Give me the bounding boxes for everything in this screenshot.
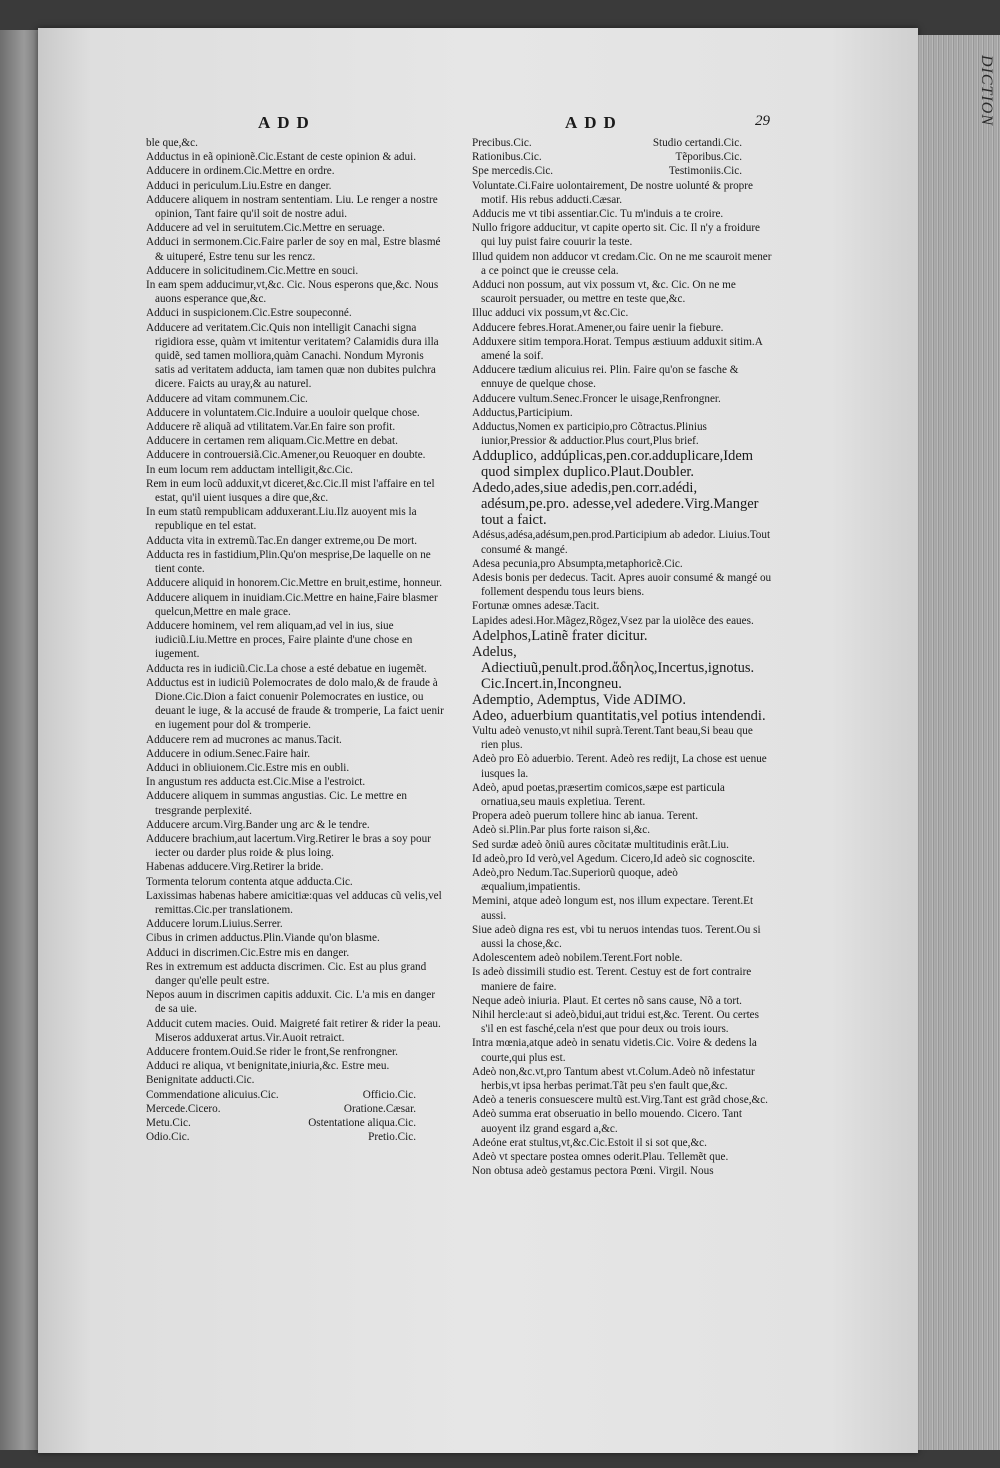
dictionary-entry: Habenas adducere.Virg.Retirer la bride. — [146, 861, 324, 874]
dictionary-entry: Adducere in odium.Senec.Faire hair. — [146, 747, 311, 760]
dictionary-entry: Oratione.Cæsar. — [343, 1102, 416, 1115]
dictionary-entry: Adolescentem adeò nobilem.Terent.Fort noble. — [472, 952, 683, 965]
dictionary-entry: Adducere in certamen rem aliquam.Cic.Mettre en debat. — [146, 435, 398, 448]
dictionary-entry: Adducere lorum.Liuius.Serrer. — [146, 918, 283, 931]
dictionary-entry: Adeò pro Eò aduerbio. Terent. Adeò res redijt, La chose est uenue iusques la. — [472, 753, 767, 780]
dictionary-entry: Laxissimas habenas habere amicitiæ:quas vel adducas cũ velis,vel remittas.Cic.per translationem. — [146, 889, 442, 916]
fore-edge — [918, 35, 1000, 1450]
dictionary-entry: Adducere aliquem in summas angustias. Cic. Le mettre en tresgrande perplexité. — [146, 790, 407, 817]
left-column — [146, 136, 446, 1144]
entry-row — [146, 1116, 446, 1130]
dictionary-entry: Id adeò,pro Id verò,vel Agedum. Cicero,Id adeò sic cognoscite. — [472, 852, 756, 865]
dictionary-entry: Adducere ad vel in seruitutem.Cic.Mettre en seruage. — [146, 222, 385, 235]
dictionary-entry: Illud quidem non adducor vt credam.Cic. On ne me scauroit mener a ce poinct que ie creusse cela. — [472, 250, 772, 277]
dictionary-entry: Ostentatione aliqua.Cic. — [308, 1117, 416, 1130]
dictionary-entry: In eum statũ rempublicam adduxerant.Liu.Ilz auoyent mis la republique en tel estat. — [146, 506, 417, 533]
dictionary-entry: Odio.Cic. — [146, 1131, 190, 1144]
dictionary-entry: Memini, atque adeò longum est, nos illum expectare. Terent.Et aussi. — [472, 895, 754, 922]
dictionary-entry: Non obtusa adeò gestamus pectora Pœni. Virgil. Nous — [472, 1165, 714, 1178]
dictionary-entry: Adelphos,Latinẽ frater dicitur. — [472, 627, 648, 644]
dictionary-entry: Adducere tædium alicuius rei. Plin. Faire qu'on se fasche & ennuye de quelque chose. — [472, 364, 739, 391]
dictionary-entry: Adeò summa erat obseruatio in bello mouendo. Cicero. Tant auoyent ilz grand esgard a,&c. — [472, 1108, 742, 1135]
dictionary-entry: Adésus,adésa,adésum,pen.prod.Participium ab adedor. Liuius.Tout consumé & mangé. — [472, 529, 771, 556]
dictionary-entry: Nepos auum in discrimen capitis adduxit. Cic. L'a mis en danger de sa uie. — [146, 989, 436, 1016]
dictionary-entry: Adduci in suspicionem.Cic.Estre soupeconné. — [146, 307, 352, 320]
dictionary-entry: Adduci in discrimen.Cic.Estre mis en danger. — [146, 946, 350, 959]
dictionary-entry: Siue adeò digna res est, vbi tu neruos intendas tuos. Terent.Ou si aussi la chose,&c. — [472, 923, 761, 950]
dictionary-entry: Adducere in controuersiã.Cic.Amener,ou Reuoquer en doubte. — [146, 449, 426, 462]
dictionary-entry: Adeò si.Plin.Par plus forte raison si,&c. — [472, 824, 651, 837]
dictionary-entry: Adducere rem ad mucrones ac manus.Tacit. — [146, 733, 342, 746]
entry-row — [472, 136, 772, 150]
dictionary-entry: Neque adeò iniuria. Plaut. Et certes nõ sans cause, Nõ a tort. — [472, 994, 742, 1007]
dictionary-entry: Adducere rẽ aliquã ad vtilitatem.Var.En faire son profit. — [146, 421, 396, 434]
dictionary-entry: Metu.Cic. — [146, 1117, 191, 1130]
dictionary-entry: Officio.Cic. — [362, 1088, 416, 1101]
dictionary-entry: Tẽporibus.Cic. — [675, 151, 742, 164]
dictionary-entry: Adducere ad veritatem.Cic.Quis non intelligit Canachi signa rigidiora esse, quàm vt imitentur veritatem? Calamidis dura illa quidẽ, sed tamen molliora,quàm Canachi. Nondum Myronis satis ad veritatem adducta, iam tamen quæ non dubites pulchra dicere. Faicts au uray,& au naturel. — [146, 321, 439, 391]
dictionary-entry: Mercede.Cicero. — [146, 1102, 221, 1115]
dictionary-entry: Lapides adesi.Hor.Mãgez,Rõgez,Vsez par la uiolẽce des eaues. — [472, 614, 754, 627]
dictionary-entry: Tormenta telorum contenta atque adducta.Cic. — [146, 875, 353, 888]
dictionary-entry: Rem in eum locũ adduxit,vt diceret,&c.Cic.Il mist l'affaire en tel estat, qu'il uient iusques a dire que,&c. — [146, 477, 435, 505]
dictionary-entry: Adeò,pro Nedum.Tac.Superiorũ quoque, adeò æqualium,impatientis. — [472, 866, 678, 894]
dictionary-entry: Adducere aliquem in inuidiam.Cic.Mettre en haine,Faire blasmer quelcun,Mettre en male grace. — [146, 591, 438, 618]
entry-row — [472, 164, 772, 178]
dictionary-entry: Intra mœnia,atque adeò in senatu videtis.Cic. Voire & dedens la courte,qui plus est. — [472, 1037, 757, 1064]
dictionary-entry: Adducta vita in extremũ.Tac.En danger extreme,ou De mort. — [146, 534, 418, 547]
dictionary-entry: Testimoniis.Cic. — [668, 165, 742, 178]
dictionary-entry: Adducere vultum.Senec.Froncer le uisage,Renfrongner. — [472, 392, 721, 405]
dictionary-entry: In eam spem adducimur,vt,&c. Cic. Nous esperons que,&c. Nous auons esperance que,&c. — [146, 279, 439, 306]
dictionary-entry: Studio certandi.Cic. — [652, 137, 742, 149]
dictionary-entry: Nihil hercle:aut si adeò,bidui,aut tridui est,&c. Terent. Ou certes s'il en est fasché,cela n'est que pour deux ou trois iours. — [472, 1008, 760, 1036]
left-running-head: ADD — [258, 113, 316, 132]
dictionary-entry: Nullo frigore adducitur, vt capite operto sit. Cic. Il n'y a froidure qui luy puist faire couurir la teste. — [472, 222, 761, 249]
dictionary-entry: Ademptio, Ademptus, Vide ADIMO. — [472, 691, 686, 708]
dictionary-entry: ble que,&c. — [146, 137, 198, 149]
dictionary-entry: Pretio.Cic. — [368, 1131, 416, 1144]
dictionary-entry: Adeò non,&c.vt,pro Tantum abest vt.Colum.Adeò nõ infestatur herbis,vt ipsa herbas perimat.Tãt peu s'en fault que,&c. — [472, 1065, 755, 1092]
dictionary-entry: Precibus.Cic. — [472, 137, 532, 149]
dictionary-entry: Vultu adeò venusto,vt nihil suprà.Terent.Tant beau,Si beau que rien plus. — [472, 724, 753, 752]
dictionary-entry: Adduci in periculum.Liu.Estre en danger. — [146, 179, 332, 192]
dictionary-entry: Adducere brachium,aut lacertum.Virg.Retirer le bras a soy pour iecter ou darder plus roide & plus loing. — [146, 832, 431, 860]
dictionary-entry: Adducere in solicitudinem.Cic.Mettre en souci. — [146, 264, 359, 277]
dictionary-entry: Adducta res in fastidium,Plin.Qu'on mesprise,De laquelle on ne tient conte. — [146, 548, 431, 576]
right-running-head: ADD — [565, 113, 623, 132]
dictionary-entry: Cibus in crimen adductus.Plin.Viande qu'on blasme. — [146, 932, 380, 945]
dictionary-entry: Adduplico, addúplicas,pen.cor.adduplicare,Idem quod simplex duplico.Plaut.Doubler. — [472, 448, 754, 481]
dictionary-entry: Adduci non possum, aut vix possum vt, &c. Cic. On ne me scauroit persuader, ou mettre en teste que,&c. — [472, 279, 736, 306]
dictionary-entry: Adduci in sermonem.Cic.Faire parler de soy en mal, Estre blasmé & uituperé, Estre tenu sur les rencz. — [146, 236, 441, 263]
edge-label: DICTION — [978, 55, 995, 127]
dictionary-entry: Adducit cutem macies. Ouid. Maigreté fait retirer & rider la peau. Miseros adduxerat artus.Vir.Auoit retraict. — [146, 1017, 441, 1044]
dictionary-entry: Adesis bonis per dedecus. Tacit. Apres auoir consumé & mangé ou follement despendu tous leurs biens. — [472, 572, 772, 599]
entry-row — [146, 1130, 446, 1144]
dictionary-entry: Adduci in obliuionem.Cic.Estre mis en oubli. — [146, 761, 350, 774]
dictionary-entry: Adducere aliquem in nostram sententiam. Liu. Le renger a nostre opinion, Tant faire qu'il soit de nostre adui. — [146, 193, 438, 221]
dictionary-entry: Sed surdæ adeò õniũ aures cõcitatæ multitudinis erãt.Liu. — [472, 838, 729, 851]
dictionary-entry: Adeò, apud poetas,præsertim comicos,sæpe est particula ornatiua,seu mauis expletiua. Terent. — [472, 781, 725, 808]
dictionary-entry: Rationibus.Cic. — [472, 151, 542, 164]
dictionary-entry: Adducere hominem, vel rem aliquam,ad vel in ius, siue iudiciũ.Liu.Mettre en proces, Faire plainte d'une chose en iugement. — [146, 619, 413, 661]
dictionary-entry: Adeò a teneris consuescere multũ est.Virg.Tant est grãd chose,&c. — [472, 1094, 768, 1107]
dictionary-entry: Adeò vt spectare postea omnes oderit.Plau. Tellemẽt que. — [472, 1150, 729, 1163]
entry-row — [472, 150, 772, 164]
dictionary-entry: In eum locum rem adductam intelligit,&c.Cic. — [146, 463, 353, 476]
left-page-edge — [0, 30, 40, 1450]
dictionary-entry: Fortunæ omnes adesæ.Tacit. — [472, 600, 600, 613]
dictionary-entry: Voluntate.Ci.Faire uolontairement, De nostre uolunté & propre motif. His rebus adducti.Cæsar. — [472, 179, 753, 206]
page-number: 29 — [755, 113, 770, 129]
dictionary-entry: Adduxere sitim tempora.Horat. Tempus æstiuum adduxit sitim.A amené la soif. — [472, 335, 763, 363]
entry-row — [146, 1088, 446, 1102]
dictionary-entry: Adductus,Nomen ex participio,pro Cõtractus.Plinius iunior,Pressior & adductior.Plus court,Plus brief. — [472, 421, 707, 448]
dictionary-entry: Adducere in voluntatem.Cic.Induire a uouloir quelque chose. — [146, 406, 420, 419]
entry-row — [146, 1102, 446, 1116]
dictionary-entry: Adeóne erat stultus,vt,&c.Cic.Estoit il si sot que,&c. — [472, 1136, 707, 1149]
dictionary-entry: Adelus, Adiectiuũ,penult.prod.ἄδηλος,Incertus,ignotus. Cic.Incert.in,Incongneu. — [472, 643, 755, 692]
dictionary-entry: Adductus in eã opinionẽ.Cic.Estant de ceste opinion & adui. — [146, 151, 416, 164]
dictionary-entry: Is adeò dissimili studio est. Terent. Cestuy est de fort contraire maniere de faire. — [472, 966, 752, 993]
dictionary-entry: Adducis me vt tibi assentiar.Cic. Tu m'induis a te croire. — [472, 208, 724, 221]
dictionary-entry: Adducere in ordinem.Cic.Mettre en ordre. — [146, 165, 335, 178]
dictionary-entry: Adducere febres.Horat.Amener,ou faire uenir la fiebure. — [472, 321, 724, 334]
dictionary-entry: Propera adeò puerum tollere hinc ab ianua. Terent. — [472, 810, 699, 823]
dictionary-entry: Adductus est in iudiciũ Polemocrates de dolo malo,& de fraude à Dione.Cic.Dion a faict conuenir Polemocrates en iustice, ou deuant le iuge, & la accusé de fraude & tromperie, La faict uenir en iugement pour dol & tromperie. — [146, 676, 444, 732]
dictionary-entry: Adducere arcum.Virg.Bander ung arc & le tendre. — [146, 818, 370, 831]
dictionary-entry: Adduci re aliqua, vt benignitate,iniuria,&c. Estre meu. — [146, 1060, 390, 1073]
dictionary-entry: Commendatione alicuius.Cic. — [146, 1088, 279, 1101]
dictionary-entry: Adducere aliquid in honorem.Cic.Mettre en bruit,estime, honneur. — [146, 577, 443, 590]
dictionary-entry: In angustum res adducta est.Cic.Mise a l'estroict. — [146, 776, 366, 789]
dictionary-entry: Adductus,Participium. — [472, 406, 573, 419]
dictionary-entry: Benignitate adducti.Cic. — [146, 1074, 255, 1087]
dictionary-entry: Adducta res in iudiciũ.Cic.La chose a esté debatue en iugemẽt. — [146, 662, 427, 675]
dictionary-entry: Adeo, aduerbium quantitatis,vel potius intendendi. — [472, 707, 766, 724]
dictionary-entry: Adducere frontem.Ouid.Se rider le front,Se renfrongner. — [146, 1046, 398, 1058]
dictionary-entry: Spe mercedis.Cic. — [472, 165, 554, 178]
right-column — [472, 136, 772, 1178]
dictionary-entry: Res in extremum est adducta discrimen. Cic. Est au plus grand danger qu'elle peult estre. — [146, 960, 427, 987]
dictionary-entry: Adesa pecunia,pro Absumpta,metaphoricẽ.Cic. — [472, 557, 683, 570]
dictionary-entry: Adedo,ades,siue adedis,pen.corr.adédi, adésum,pe.pro. adesse,vel adedere.Virg.Manger tout a faict. — [472, 480, 759, 529]
dictionary-entry: Illuc adduci vix possum,vt &c.Cic. — [472, 307, 629, 320]
dictionary-entry: Adducere ad vitam communem.Cic. — [146, 392, 308, 405]
